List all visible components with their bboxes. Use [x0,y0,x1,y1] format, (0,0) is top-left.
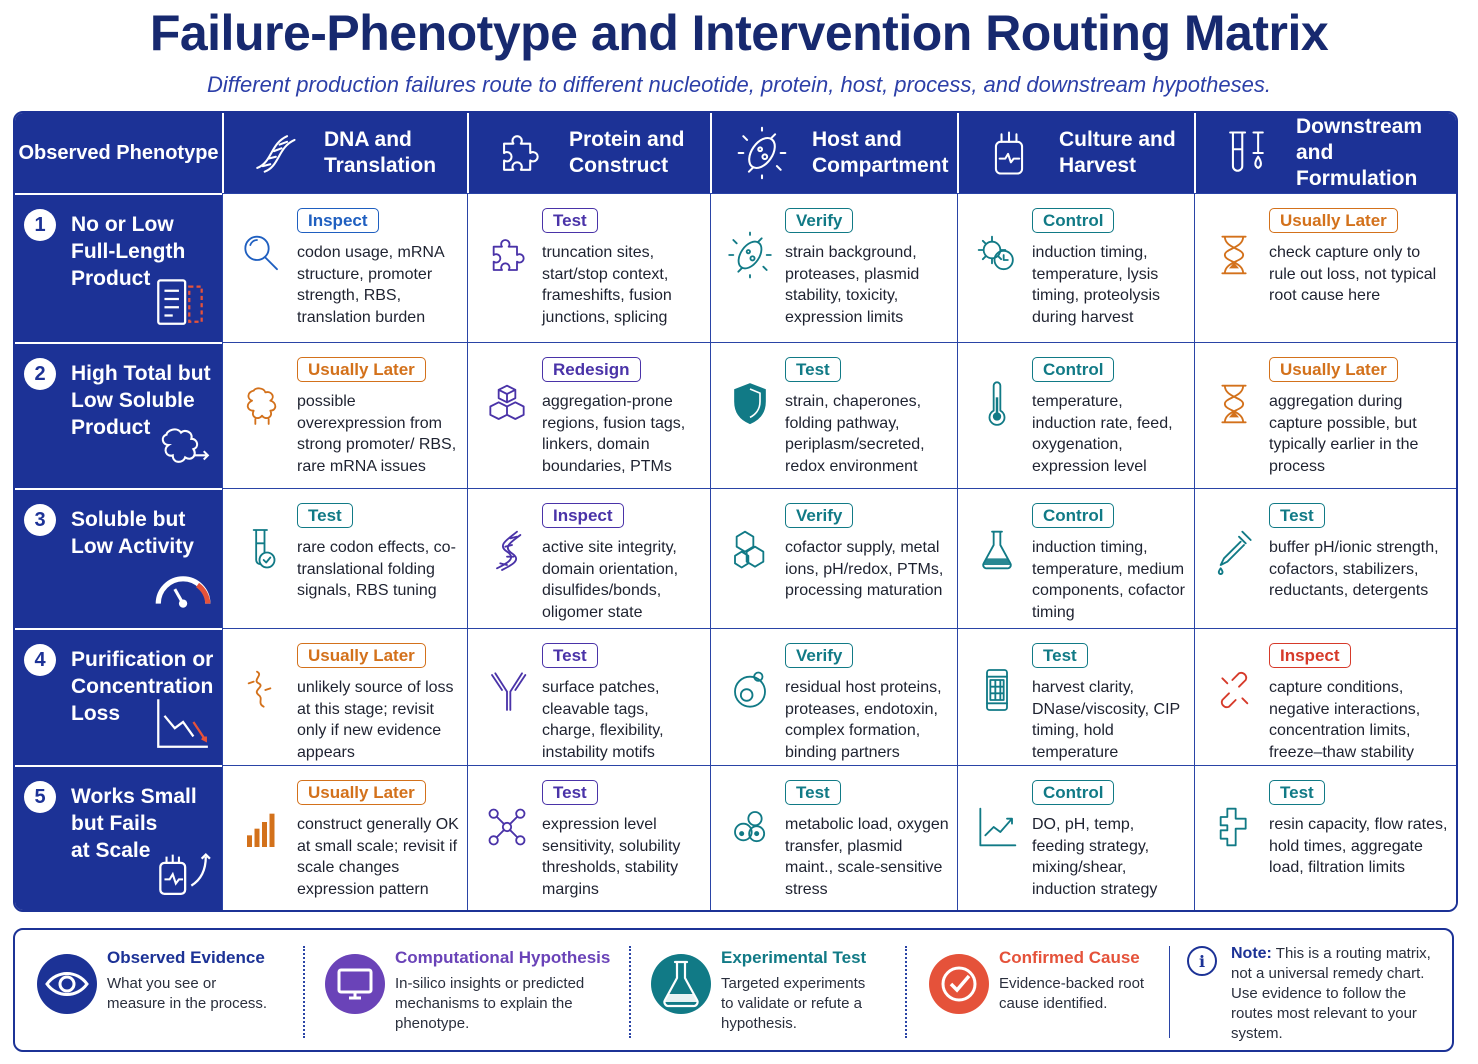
cell-text: resin capacity, flow rates, hold times, aggregate load, filtration limits [1269,816,1448,876]
cell-text: strain background, proteases, plasmid stability, toxicity, expression limits [785,244,920,326]
note-text [1231,944,1445,1044]
scale-up-icon [150,836,212,898]
legend-separator [905,946,907,1038]
gauge-icon [150,554,212,616]
matrix-cell [957,342,1194,488]
action-badge: Usually Later [297,643,426,668]
action-badge: Test [785,780,841,805]
matrix-cell [957,765,1194,910]
action-badge: Usually Later [1269,357,1398,382]
aggregate-icon [150,414,212,476]
legend-description: In-silico insights or predicted mechanisms to explain the phenotype. [395,975,585,1032]
bacterium-icon [734,125,790,181]
cell-text: aggregation during capture possible, but typically earlier in the process [1269,393,1419,475]
network-icon [482,802,532,852]
cell-text: aggregation-prone regions, fusion tags, linkers, domain boundaries, PTMs [542,393,686,475]
action-badge: Test [542,780,598,805]
matrix-cell [222,765,467,910]
note-label: Note: [1231,945,1272,962]
row-number-badge: 5 [24,781,56,813]
action-badge: Test [785,357,841,382]
action-badge: Control [1032,208,1114,233]
legend-title: Observed Evidence [107,948,265,967]
matrix-cell [222,342,467,488]
cell-text: residual host proteins, proteases, endotoxin, complex formation, binding partners [785,679,942,761]
column-header-label: Downstream and Formulation [1296,115,1423,190]
puzzle-icon [491,125,547,181]
column-header-label: DNA and Translation [324,128,437,177]
action-badge: Control [1032,503,1114,528]
action-badge: Usually Later [297,780,426,805]
action-badge: Test [297,503,353,528]
cell-text: codon usage, mRNA structure, promoter strength, RBS, translation burden [297,244,444,326]
bacterium-icon [725,230,775,280]
legend-title: Confirmed Cause [999,948,1140,967]
legend-description: What you see or measure in the process. [107,975,268,1012]
action-badge: Inspect [297,208,379,233]
dna-icon [246,125,302,181]
cell-text: rare codon effects, co-translational folding signals, RBS tuning [297,539,456,599]
row-label: Purification or Concentration Loss [71,648,214,725]
cubes-icon [482,379,532,429]
matrix-cell [467,765,710,910]
action-badge: Verify [785,208,853,233]
matrix-cell [1194,193,1456,342]
cell-text: metabolic load, oxygen transfer, plasmid maint., scale-sensitive stress [785,816,949,898]
check-badge-icon [929,954,989,1014]
action-badge: Control [1032,357,1114,382]
row-header-2 [15,342,222,488]
bar-chart-icon [237,802,287,852]
test-tube-check-icon [237,525,287,575]
cells-cluster-icon [725,802,775,852]
cell-text: temperature, induction rate, feed, oxygenation, expression level [1032,393,1173,475]
monitor-icon [325,954,385,1014]
matrix-cell [467,193,710,342]
legend-description: Targeted experiments to validate or refute a hypothesis. [721,975,866,1032]
info-icon: i [1187,946,1217,976]
page-subtitle: Different production failures route to different nucleotide, protein, host, process, and downstream hypotheses. [207,72,1271,97]
action-badge: Verify [785,643,853,668]
matrix-cell [467,628,710,765]
action-badge: Usually Later [297,357,426,382]
helix-icon [482,525,532,575]
declining-chart-icon [150,691,212,753]
matrix-cell [1194,765,1456,910]
protein-blob-icon [237,379,287,429]
header-observed-phenotype: Observed Phenotype [15,113,222,193]
action-badge: Test [542,208,598,233]
action-badge: Test [1269,503,1325,528]
cell-text: construct generally OK at small scale; revisit if scale changes expression pattern [297,816,459,898]
legend-separator [303,946,305,1038]
matrix-cell [710,765,957,910]
column-header-4 [957,113,1194,193]
row-number-badge: 4 [24,644,56,676]
hourglass-icon [1209,379,1259,429]
matrix-cell [1194,342,1456,488]
matrix-cell [222,488,467,628]
magnifier-icon [237,230,287,280]
legend-title: Experimental Test [721,948,867,967]
bioreactor-icon [981,125,1037,181]
matrix-cell [957,193,1194,342]
routing-matrix [13,111,1458,912]
row-label: Works Small but Fails at Scale [71,785,197,862]
column-header-2 [467,113,710,193]
column-header-label: Host and Compartment [812,128,949,177]
action-badge: Redesign [542,357,641,382]
cell-text: unlikely source of loss at this stage; revisit only if new evidence appears [297,679,454,761]
column-icon [972,665,1022,715]
puzzle-icon [482,230,532,280]
row-label: High Total but Low Soluble Product [71,362,211,439]
action-badge: Control [1032,780,1114,805]
flask-icon [651,954,711,1014]
cell-text: strain, chaperones, folding pathway, periplasm/secreted, redox environment [785,393,925,475]
flask-icon [972,525,1022,575]
cell-text: buffer pH/ionic strength, cofactors, stabilizers, reductants, detergents [1269,539,1439,599]
row-number-badge: 3 [24,504,56,536]
shield-icon [725,379,775,429]
matrix-cell [467,488,710,628]
row-number-badge: 2 [24,358,56,390]
cell-text: possible overexpression from strong promoter/ RBS, rare mRNA issues [297,393,457,475]
action-badge: Test [542,643,598,668]
row-header-3 [15,488,222,628]
flow-icon [1209,802,1259,852]
legend-description: Evidence-backed root cause identified. [999,975,1145,1012]
legend-separator [629,946,631,1038]
matrix-cell [710,628,957,765]
action-badge: Test [1269,780,1325,805]
gear-clock-icon [972,230,1022,280]
dropper-icon [1209,525,1259,575]
action-badge: Test [1032,643,1088,668]
column-header-5 [1194,113,1456,193]
cell-text: check capture only to rule out loss, not typical root cause here [1269,244,1437,304]
matrix-cell [957,628,1194,765]
row-number-badge: 1 [24,209,56,241]
eye-icon [37,954,97,1014]
matrix-cell [222,193,467,342]
clipboard-icon [150,268,212,330]
legend-title: Computational Hypothesis [395,948,611,967]
row-header-5 [15,765,222,910]
action-badge: Inspect [1269,643,1351,668]
cell-text: truncation sites, start/stop context, frameshifts, fusion junctions, splicing [542,244,672,326]
legend [13,928,1454,1052]
thermometer-icon [972,379,1022,429]
column-header-label: Culture and Harvest [1059,128,1176,177]
matrix-cell [1194,488,1456,628]
broken-link-icon [1209,665,1259,715]
matrix-cell [957,488,1194,628]
row-header-1 [15,193,222,342]
column-header-3 [710,113,957,193]
matrix-cell [710,193,957,342]
column-header-1 [222,113,467,193]
cell-text: harvest clarity, DNase/viscosity, CIP timing, hold temperature [1032,679,1180,761]
matrix-cell [1194,628,1456,765]
legend-separator [1169,946,1170,1038]
cell-text: active site integrity, domain orientation, disulfides/bonds, oligomer state [542,539,679,621]
cell-text: cofactor supply, metal ions, pH/redox, PTMs, processing maturation [785,539,944,599]
strand-icon [237,665,287,715]
cell-text: induction timing, temperature, medium components, cofactor timing [1032,539,1185,621]
hourglass-icon [1209,230,1259,280]
note-body: This is a routing matrix, not a universal remedy chart. Use evidence to follow the routes most relevant to your system. [1231,945,1431,1042]
line-chart-icon [972,802,1022,852]
antibody-icon [482,665,532,715]
test-tube-dropper-icon [1218,125,1274,181]
action-badge: Verify [785,503,853,528]
action-badge: Inspect [542,503,624,528]
hexagons-icon [725,525,775,575]
cell-text: surface patches, cleavable tags, charge, flexibility, instability motifs [542,679,664,761]
column-header-label: Protein and Construct [569,128,685,177]
row-header-4 [15,628,222,765]
cell-icon [725,665,775,715]
matrix-cell [710,342,957,488]
row-label: No or Low Full-Length Product [71,213,186,290]
matrix-cell [710,488,957,628]
matrix-cell [222,628,467,765]
action-badge: Usually Later [1269,208,1398,233]
cell-text: induction timing, temperature, lysis timing, proteolysis during harvest [1032,244,1161,326]
cell-text: capture conditions, negative interactions, concentration limits, freeze–thaw stability [1269,679,1421,761]
cell-text: DO, pH, temp, feeding strategy, mixing/shear, induction strategy [1032,816,1158,898]
matrix-cell [467,342,710,488]
page-title: Failure-Phenotype and Intervention Routing Matrix [149,5,1329,61]
cell-text: expression level sensitivity, solubility thresholds, stability margins [542,816,681,898]
row-label: Soluble but Low Activity [71,508,194,558]
